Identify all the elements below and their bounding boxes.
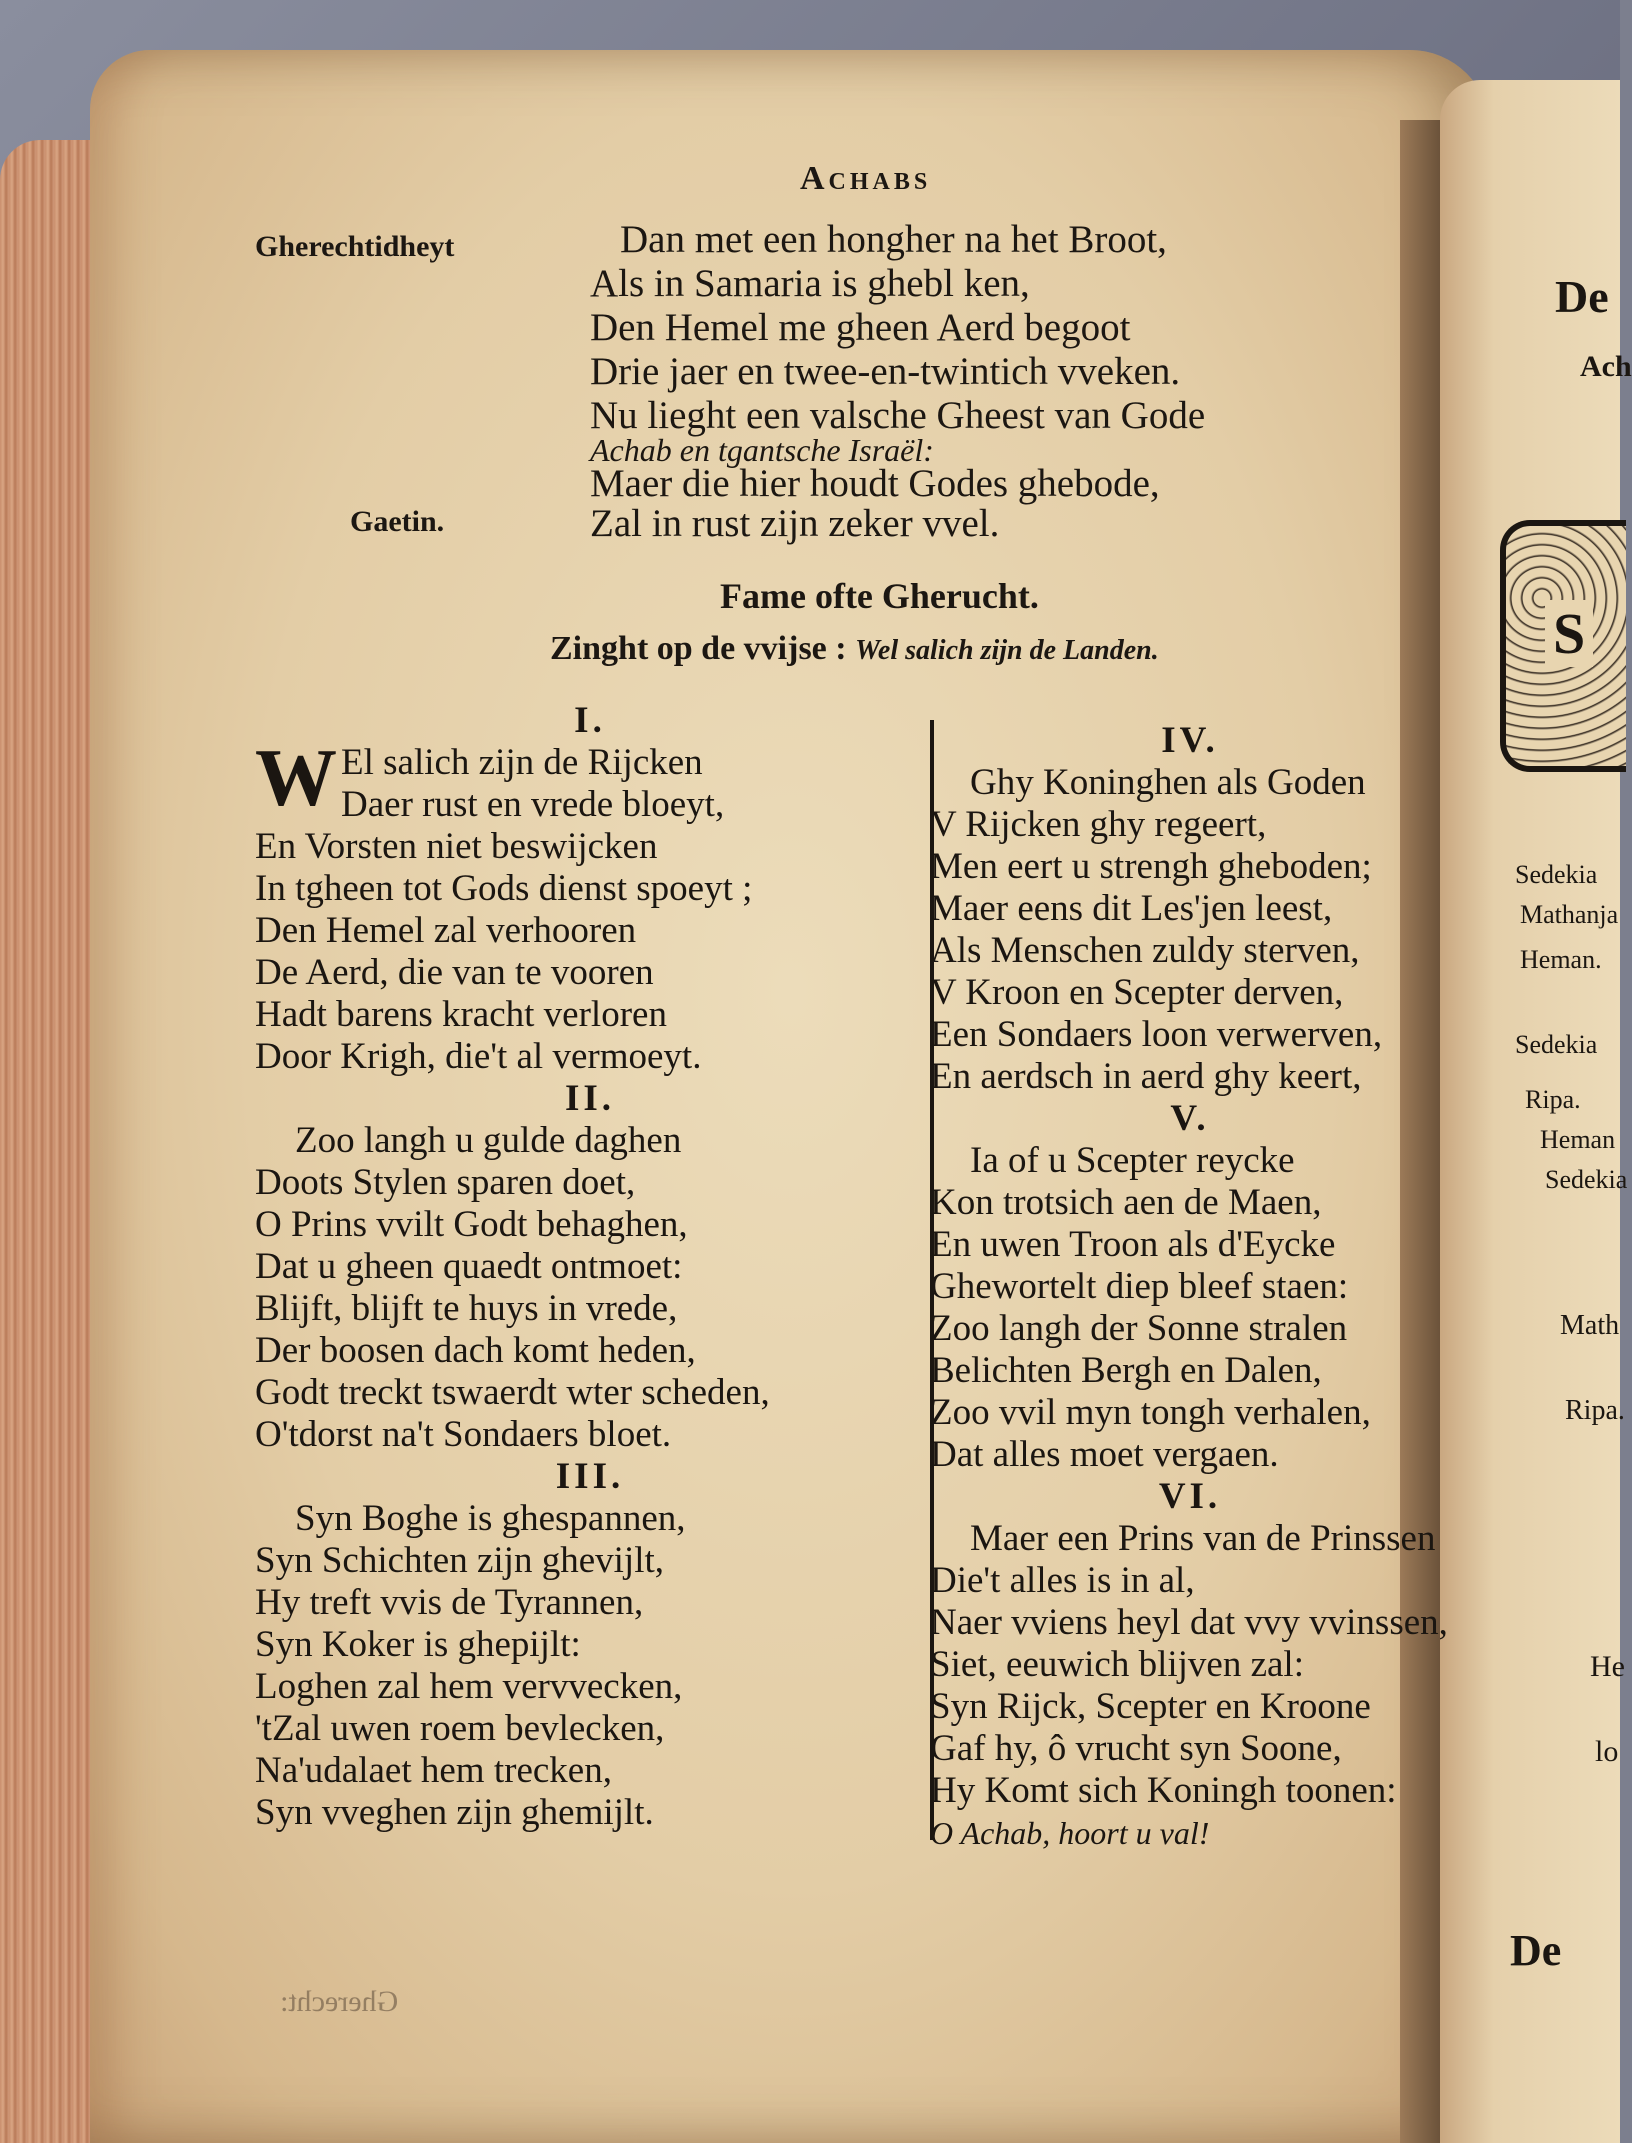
right-page-text: Ach xyxy=(1580,350,1632,383)
stanza-numeral: V. xyxy=(1170,1098,1210,1139)
right-page-text: Sedekia xyxy=(1545,1165,1628,1194)
left-column xyxy=(255,700,925,1834)
song-title: Fame ofte Gherucht. xyxy=(720,576,1039,616)
tune-prefix: Zinght op de vvijse : xyxy=(550,630,847,667)
verse-line: Als Menschen zuldy sterven, xyxy=(930,930,1360,971)
verse-line: Door Krigh, die't al vermoeyt. xyxy=(255,1036,702,1077)
right-column xyxy=(930,720,1450,1854)
margin-note-top: Gherechtidheyt xyxy=(255,230,455,263)
tune-name: Wel salich zijn de Landen. xyxy=(855,635,1159,666)
right-page-heading: De xyxy=(1555,271,1609,322)
margin-note-bottom: Gaetin. xyxy=(350,505,445,538)
verse-line: Daer rust en vrede bloeyt, xyxy=(341,784,725,825)
intro-line: Maer die hier houdt Godes ghebode, xyxy=(590,462,1160,505)
right-page-text: Ripa. xyxy=(1525,1085,1581,1114)
verse-line: Ia of u Scepter reycke xyxy=(970,1140,1295,1181)
verse-line: Hy Komt sich Koningh toonen: xyxy=(930,1770,1397,1811)
stanza-numeral: IV. xyxy=(1161,720,1219,761)
bleed-through-text: Gherecht: xyxy=(280,1985,399,2018)
verse-line: O Prins vvilt Godt behaghen, xyxy=(255,1204,688,1245)
verse-line: Maer een Prins van de Prinssen xyxy=(970,1518,1436,1559)
verse-line: Naer vviens heyl dat vvy vvinssen, xyxy=(930,1602,1448,1643)
intro-line: Nu lieght een valsche Gheest van Gode xyxy=(590,394,1206,437)
verse-line: Kon trotsich aen de Maen, xyxy=(930,1182,1322,1223)
verse-line: Blijft, blijft te huys in vrede, xyxy=(255,1288,678,1329)
verse-line: 'tZal uwen roem bevlecken, xyxy=(255,1708,665,1749)
ornamental-initial: S xyxy=(1545,600,1593,667)
verse-line: O Achab, hoort u val! xyxy=(930,1815,1210,1851)
verse-line: Belichten Bergh en Dalen, xyxy=(930,1350,1322,1391)
right-page-text: Math xyxy=(1560,1310,1620,1341)
verse-line: Syn Boghe is ghespannen, xyxy=(295,1498,686,1539)
stanza-numeral: I. xyxy=(574,700,606,741)
right-page-catchword: De xyxy=(1510,1926,1562,1975)
verse-line: Syn Schichten zijn ghevijlt, xyxy=(255,1540,665,1581)
verse-line: En aerdsch in aerd ghy keert, xyxy=(930,1056,1362,1097)
verse-line: Hadt barens kracht verloren xyxy=(255,994,667,1035)
drop-cap: W xyxy=(255,732,337,823)
verse-line: Ghewortelt diep bleef staen: xyxy=(930,1266,1349,1307)
verse-line: De Aerd, die van te vooren xyxy=(255,952,654,993)
verse-line: Na'udalaet hem trecken, xyxy=(255,1750,612,1791)
verse-line: V Kroon en Scepter derven, xyxy=(930,972,1344,1013)
right-page-text: Sedekia xyxy=(1515,860,1598,889)
stanza-numeral: VI. xyxy=(1158,1476,1222,1517)
right-page-text: He xyxy=(1590,1650,1625,1683)
verse-line: Die't alles is in al, xyxy=(930,1560,1195,1601)
stanza-numeral: III. xyxy=(555,1456,625,1497)
verse-line: Zoo vvil myn tongh verhalen, xyxy=(930,1392,1371,1433)
intro-line: Als in Samaria is ghebl ken, xyxy=(590,262,1030,305)
verse-line: Ghy Koninghen als Goden xyxy=(970,762,1366,803)
right-page-text: lo xyxy=(1595,1735,1619,1768)
intro-line: Den Hemel me gheen Aerd begoot xyxy=(590,306,1131,349)
verse-line: Der boosen dach komt heden, xyxy=(255,1330,696,1371)
verse-line: Maer eens dit Les'jen leest, xyxy=(930,888,1333,929)
verse-line: Zoo langh der Sonne stralen xyxy=(930,1308,1348,1349)
verse-line: Siet, eeuwich blijven zal: xyxy=(930,1644,1304,1685)
verse-line: Godt treckt tswaerdt wter scheden, xyxy=(255,1372,770,1413)
verse-line: Syn vveghen zijn ghemijlt. xyxy=(255,1792,654,1833)
verse-line: Gaf hy, ô vrucht syn Soone, xyxy=(930,1728,1342,1769)
verse-line: Hy treft vvis de Tyrannen, xyxy=(255,1582,644,1623)
verse-line-text: El salich zijn de Rijcken xyxy=(341,742,703,783)
intro-line: Drie jaer en twee-en-twintich vveken. xyxy=(590,350,1181,393)
verse-line: Syn Koker is ghepijlt: xyxy=(255,1624,581,1665)
verse-line: En Vorsten niet beswijcken xyxy=(255,826,658,867)
right-page-text: Mathanja xyxy=(1520,900,1619,929)
verse-line: Den Hemel zal verhooren xyxy=(255,910,637,951)
right-page-text: Ripa. xyxy=(1565,1395,1625,1426)
verse-line: O'tdorst na't Sondaers bloet. xyxy=(255,1414,672,1455)
verse-line: Een Sondaers loon verwerven, xyxy=(930,1014,1383,1055)
intro-line: Dan met een hongher na het Broot, xyxy=(620,218,1167,261)
verse-line: En uwen Troon als d'Eycke xyxy=(930,1224,1336,1265)
verse-line: Zoo langh u gulde daghen xyxy=(295,1120,682,1161)
verse-line: Loghen zal hem vervvecken, xyxy=(255,1666,683,1707)
right-page-text: Sedekia xyxy=(1515,1030,1598,1059)
verse-line: In tgheen tot Gods dienst spoeyt ; xyxy=(255,868,753,909)
verse-line: Dat alles moet vergaen. xyxy=(930,1434,1279,1475)
verse-line: Doots Stylen sparen doet, xyxy=(255,1162,636,1203)
verse-line: Men eert u strengh gheboden; xyxy=(930,846,1372,887)
stanza-numeral: II. xyxy=(564,1078,616,1119)
intro-line: Achab en tgantsche Israël: xyxy=(590,432,934,468)
verse-line: V Rijcken ghy regeert, xyxy=(930,804,1267,845)
right-page-text: Heman xyxy=(1540,1125,1616,1154)
tune-indication xyxy=(550,630,1159,668)
verse-line: Syn Rijck, Scepter en Kroone xyxy=(930,1686,1371,1727)
intro-line: Zal in rust zijn zeker vvel. xyxy=(590,502,1000,545)
verse-line: Dat u gheen quaedt ontmoet: xyxy=(255,1246,683,1287)
running-head: Achabs xyxy=(800,160,932,197)
right-page-text: Heman. xyxy=(1520,945,1602,974)
